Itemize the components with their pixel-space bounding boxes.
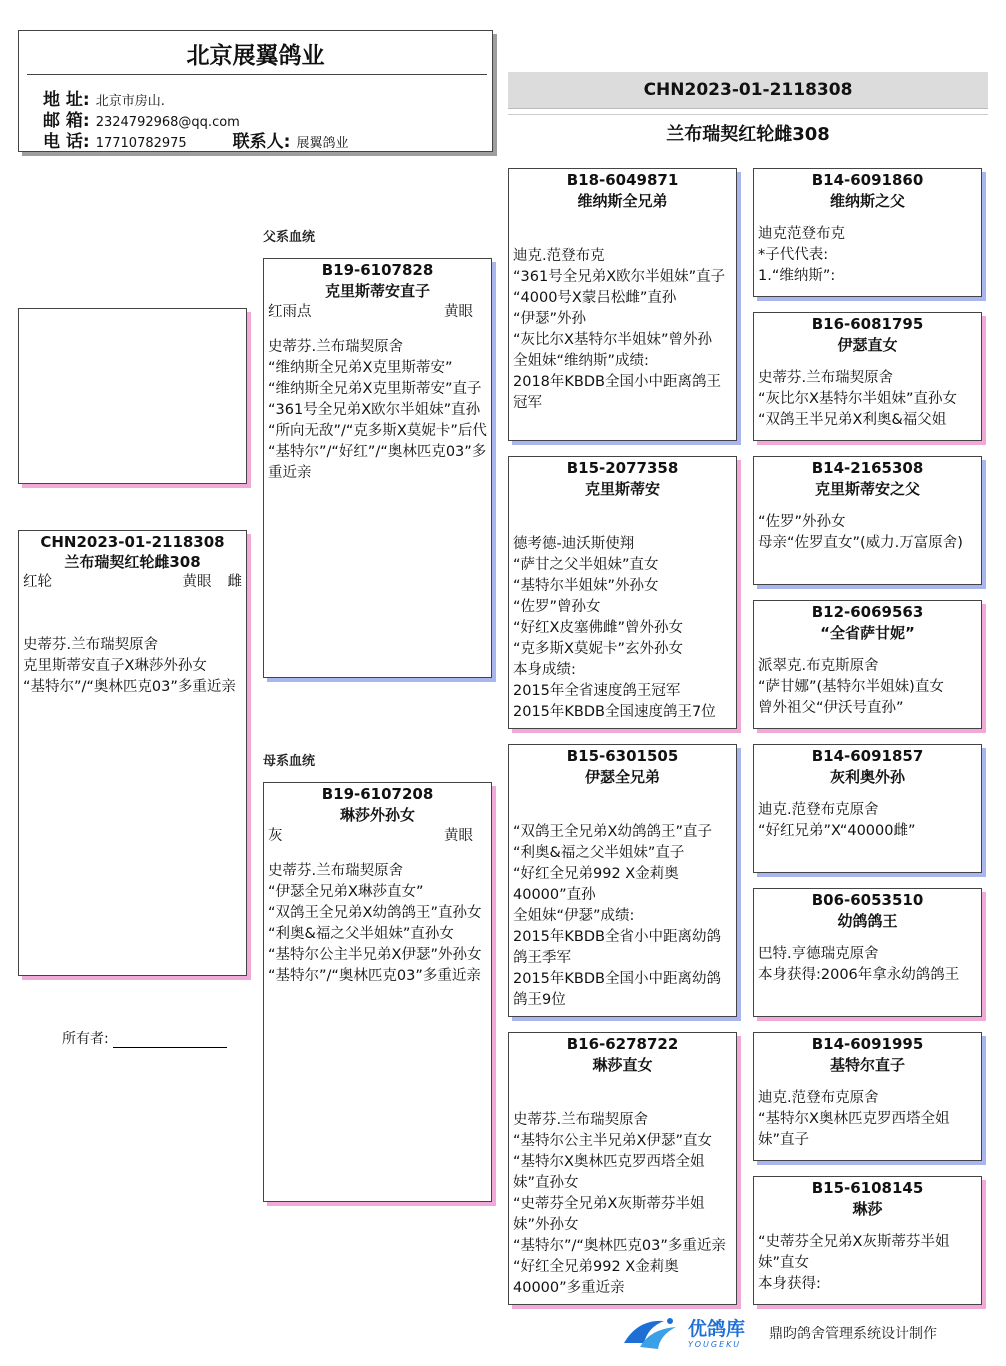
owner-label: 所有者:	[62, 1031, 109, 1047]
gp-note: “基特尔”/“奥林匹克03”多重近亲	[513, 1238, 726, 1254]
ggp-note: 迪克.范登布克原舍	[758, 1090, 879, 1106]
ggp-note: “佐罗”外孙女	[758, 514, 846, 530]
sire-note: “基特尔”/“好红”/“奥林匹克03”多重近亲	[268, 444, 487, 481]
ggp-ring: B12-6069563	[811, 603, 924, 621]
ggp-note: “好红兄弟”X“40000雌”	[758, 823, 916, 839]
contact-value: 展翼鸽业	[296, 136, 349, 151]
main-pigeon-card	[18, 530, 247, 976]
ggp-note: 史蒂芬.兰布瑞契原舍	[758, 370, 894, 386]
ggp-ring: B14-6091857	[811, 747, 924, 765]
photo-frame	[18, 308, 247, 484]
gp-name: 琳莎直女	[592, 1056, 653, 1074]
ggp-card	[753, 312, 982, 441]
contact-label: 联系人:	[232, 132, 291, 152]
ggp-name: 灰利奥外孙	[829, 768, 905, 786]
ggp-ring: B15-6108145	[811, 1179, 924, 1197]
sire-note: “361号全兄弟X欧尔半姐妹”直孙	[268, 402, 481, 418]
ggp-note: “灰比尔X基特尔半姐妹”直孙女	[758, 391, 957, 407]
ggp-notes	[754, 1232, 981, 1295]
ggp-ring: B16-6081795	[811, 315, 924, 333]
gp-note: “利奥&福之父半姐妹”直子	[513, 845, 685, 861]
ggp-ring: B06-6053510	[811, 891, 924, 909]
main-note: 史蒂芬.兰布瑞契原舍	[23, 637, 159, 653]
header-divider	[27, 74, 487, 75]
gp-note: 迪克.范登布克	[513, 248, 605, 264]
ggp-note: 本身获得:2006年拿永幼鸽鸽王	[758, 967, 960, 983]
ggp-name: 维纳斯之父	[829, 192, 905, 210]
ggp-ring: B14-6091995	[811, 1035, 924, 1053]
owner-underline	[113, 1033, 227, 1048]
logo-en: YOUGEKU	[688, 1339, 742, 1349]
gp-note: “克多斯X莫妮卡”玄外孙女	[513, 641, 683, 657]
ggp-card	[753, 168, 982, 297]
sire-ring: B19-6107828	[321, 261, 434, 279]
pigeon-title: 兰布瑞契红轮雌308	[666, 124, 830, 145]
ggp-card	[753, 1032, 982, 1161]
gp-note: 德考德-迪沃斯使翔	[513, 536, 635, 552]
sire-notes	[264, 337, 491, 484]
phone-value: 17710782975	[95, 136, 187, 151]
sire-note: “维纳斯全兄弟X克里斯蒂安”	[268, 360, 453, 376]
main-notes	[19, 635, 246, 698]
gp-note: 2015年KBDB全省小中距离幼鸽鸽王季军	[513, 929, 721, 966]
address-label: 地 址:	[43, 90, 90, 110]
ggp-notes	[754, 944, 981, 986]
gp-note: 2018年KBDB全国小中距离鸽王冠军	[513, 374, 721, 411]
ggp-name: 幼鸽鸽王	[837, 912, 898, 930]
gp-note: “好红全兄弟992 X金莉奥40000”多重近亲	[513, 1259, 679, 1296]
ggp-notes	[754, 800, 981, 842]
dam-note: “双鸽王全兄弟X幼鸽鸽王”直孙女	[268, 905, 482, 921]
ggp-note: 巴特.亨德瑞克原舍	[758, 946, 879, 962]
gp-notes	[509, 246, 736, 414]
gp-ring: B16-6278722	[566, 1035, 679, 1053]
gp-note: 史蒂芬.兰布瑞契原舍	[513, 1112, 649, 1128]
main-meta	[19, 572, 246, 593]
dam-note: “基特尔公主半兄弟X伊瑟”外孙女	[268, 947, 482, 963]
gp-name: 维纳斯全兄弟	[577, 192, 668, 210]
gp-note: “萨甘之父半姐妹”直女	[513, 557, 659, 573]
ggp-ring: B14-6091860	[811, 171, 924, 189]
ggp-note: 曾外祖父“伊沃号直孙”	[758, 700, 904, 716]
ggp-note: “萨甘娜”(基特尔半姐妹)直女	[758, 679, 944, 695]
gp-note: 2015年全省速度鸽王冠军	[513, 683, 681, 699]
gp-notes	[509, 822, 736, 1011]
main-sex: 雌	[227, 574, 242, 590]
ggp-name: “全省萨甘妮”	[820, 624, 915, 642]
phone-label: 电 话:	[43, 132, 90, 152]
gp-note: “361号全兄弟X欧尔半姐妹”直子	[513, 269, 726, 285]
gp-note: “史蒂芬全兄弟X灰斯蒂芬半姐妹”外孙女	[513, 1196, 705, 1233]
ggp-name: 克里斯蒂安之父	[814, 480, 920, 498]
gp-note: “基特尔半姐妹”外孙女	[513, 578, 659, 594]
sire-note: 史蒂芬.兰布瑞契原舍	[268, 339, 404, 355]
ggp-note: 迪克.范登布克原舍	[758, 802, 879, 818]
email-value: 2324792968@qq.com	[95, 115, 240, 130]
dam-eye: 黄眼	[444, 828, 473, 844]
ggp-note: 派翠克.布克斯原舍	[758, 658, 879, 674]
gp-note: “基特尔公主半兄弟X伊瑟”直女	[513, 1133, 712, 1149]
banner-divider	[508, 114, 988, 115]
dam-name: 琳莎外孙女	[339, 806, 415, 824]
address-value: 北京市房山.	[95, 94, 165, 109]
ggp-note: 母亲“佐罗直女”(威力.万富原舍)	[758, 535, 963, 551]
gp-ring: B15-2077358	[566, 459, 679, 477]
sire-side-label: 父系血统	[263, 230, 316, 245]
sire-note: “所向无敌”/“克多斯X莫妮卡”后代	[268, 423, 487, 439]
sire-name: 克里斯蒂安直子	[324, 282, 430, 300]
ggp-notes	[754, 656, 981, 719]
ggp-note: *子代代表:	[758, 247, 829, 263]
ggp-name: 基特尔直子	[829, 1056, 905, 1074]
gp-note: 2015年KBDB全国速度鸽王7位	[513, 704, 716, 720]
logo-cn: 优鸽库	[688, 1317, 746, 1340]
logo-text	[688, 1318, 745, 1349]
footer	[620, 1312, 937, 1354]
dam-note: “利奥&福之父半姐妹”直孙女	[268, 926, 454, 942]
footer-credit: 鼎昀鸽舍管理系统设计制作	[769, 1326, 938, 1342]
ggp-notes	[754, 1088, 981, 1151]
main-ring: CHN2023-01-2118308	[40, 533, 225, 551]
gp-note: 2015年KBDB全国小中距离幼鸽鸽王9位	[513, 971, 721, 1008]
ggp-name: 伊瑟直女	[837, 336, 898, 354]
dam-side-label: 母系血统	[263, 754, 316, 769]
grandsire-paternal-card	[508, 168, 737, 441]
gp-notes	[509, 534, 736, 723]
sire-note: “维纳斯全兄弟X克里斯蒂安”直子	[268, 381, 482, 397]
gp-note: “好红X皮塞佛雌”曾外孙女	[513, 620, 683, 636]
gp-note: 本身成绩:	[513, 662, 576, 678]
sire-color: 红雨点	[268, 304, 312, 320]
gp-name: 克里斯蒂安	[584, 480, 660, 498]
email-label: 邮 箱:	[43, 111, 90, 131]
granddam-paternal-card	[508, 456, 737, 729]
yougeku-logo-icon	[620, 1313, 682, 1353]
main-eye: 黄眼	[182, 574, 212, 590]
sire-meta	[264, 302, 491, 323]
granddam-maternal-card	[508, 1032, 737, 1305]
ggp-notes	[754, 512, 981, 554]
ggp-card	[753, 888, 982, 1017]
main-name: 兰布瑞契红轮雌308	[64, 553, 201, 571]
dam-note: 史蒂芬.兰布瑞契原舍	[268, 863, 404, 879]
ggp-card	[753, 744, 982, 873]
dam-color: 灰	[268, 828, 283, 844]
main-note: 克里斯蒂安直子X琳莎外孙女	[23, 658, 207, 674]
gp-notes	[509, 1110, 736, 1299]
gp-note: 全姐妹“伊瑟”成绩:	[513, 908, 635, 924]
dam-note: “伊瑟全兄弟X琳莎直女”	[268, 884, 424, 900]
ggp-notes	[754, 368, 981, 431]
gp-note: “双鸽王全兄弟X幼鸽鸽王”直子	[513, 824, 712, 840]
gp-ring: B15-6301505	[566, 747, 679, 765]
phone-row	[43, 127, 348, 152]
gp-note: “基特尔X奥林匹克罗西塔全姐妹”直孙女	[513, 1154, 705, 1191]
ggp-ring: B14-2165308	[811, 459, 924, 477]
gp-note: “好红全兄弟992 X金莉奥40000”直孙	[513, 866, 679, 903]
grandsire-maternal-card	[508, 744, 737, 1017]
main-color: 红轮	[23, 574, 52, 590]
gp-note: “4000号X蒙吕松雌”直孙	[513, 290, 677, 306]
gp-note: “伊瑟”外孙	[513, 311, 587, 327]
gp-name: 伊瑟全兄弟	[584, 768, 660, 786]
gp-note: 全姐妹“维纳斯”成绩:	[513, 353, 649, 369]
dam-notes	[264, 861, 491, 987]
dam-note: “基特尔”/“奥林匹克03”多重近亲	[268, 968, 481, 984]
ggp-card	[753, 600, 982, 729]
dam-ring: B19-6107208	[321, 785, 434, 803]
ggp-note: “基特尔X奥林匹克罗西塔全姐妹”直子	[758, 1111, 950, 1148]
dam-meta	[264, 826, 491, 847]
dam-card	[263, 782, 492, 1202]
ggp-card	[753, 456, 982, 585]
ring-banner: CHN2023-01-2118308	[508, 72, 988, 109]
ggp-name: 琳莎	[852, 1200, 883, 1218]
ggp-notes	[754, 224, 981, 287]
gp-ring: B18-6049871	[566, 171, 679, 189]
gp-note: “佐罗”曾孙女	[513, 599, 601, 615]
gp-note: “灰比尔X基特尔半姐妹”曾外孙	[513, 332, 712, 348]
loft-title: 北京展翼鸽业	[186, 43, 325, 69]
ggp-note: 本身获得:	[758, 1276, 821, 1292]
ggp-note: 迪克范登布克	[758, 226, 845, 242]
main-note: “基特尔”/“奥林匹克03”多重近亲	[23, 679, 236, 695]
ggp-note: “史蒂芬全兄弟X灰斯蒂芬半姐妹”直女	[758, 1234, 950, 1271]
sire-card	[263, 258, 492, 678]
ggp-note: “双鸽王半兄弟X利奥&福父姐	[758, 412, 947, 428]
ggp-note: 1.“维纳斯”:	[758, 268, 836, 284]
ggp-card	[753, 1176, 982, 1305]
owner-field	[62, 1028, 227, 1048]
loft-header-card	[18, 30, 493, 152]
sire-eye: 黄眼	[444, 304, 473, 320]
